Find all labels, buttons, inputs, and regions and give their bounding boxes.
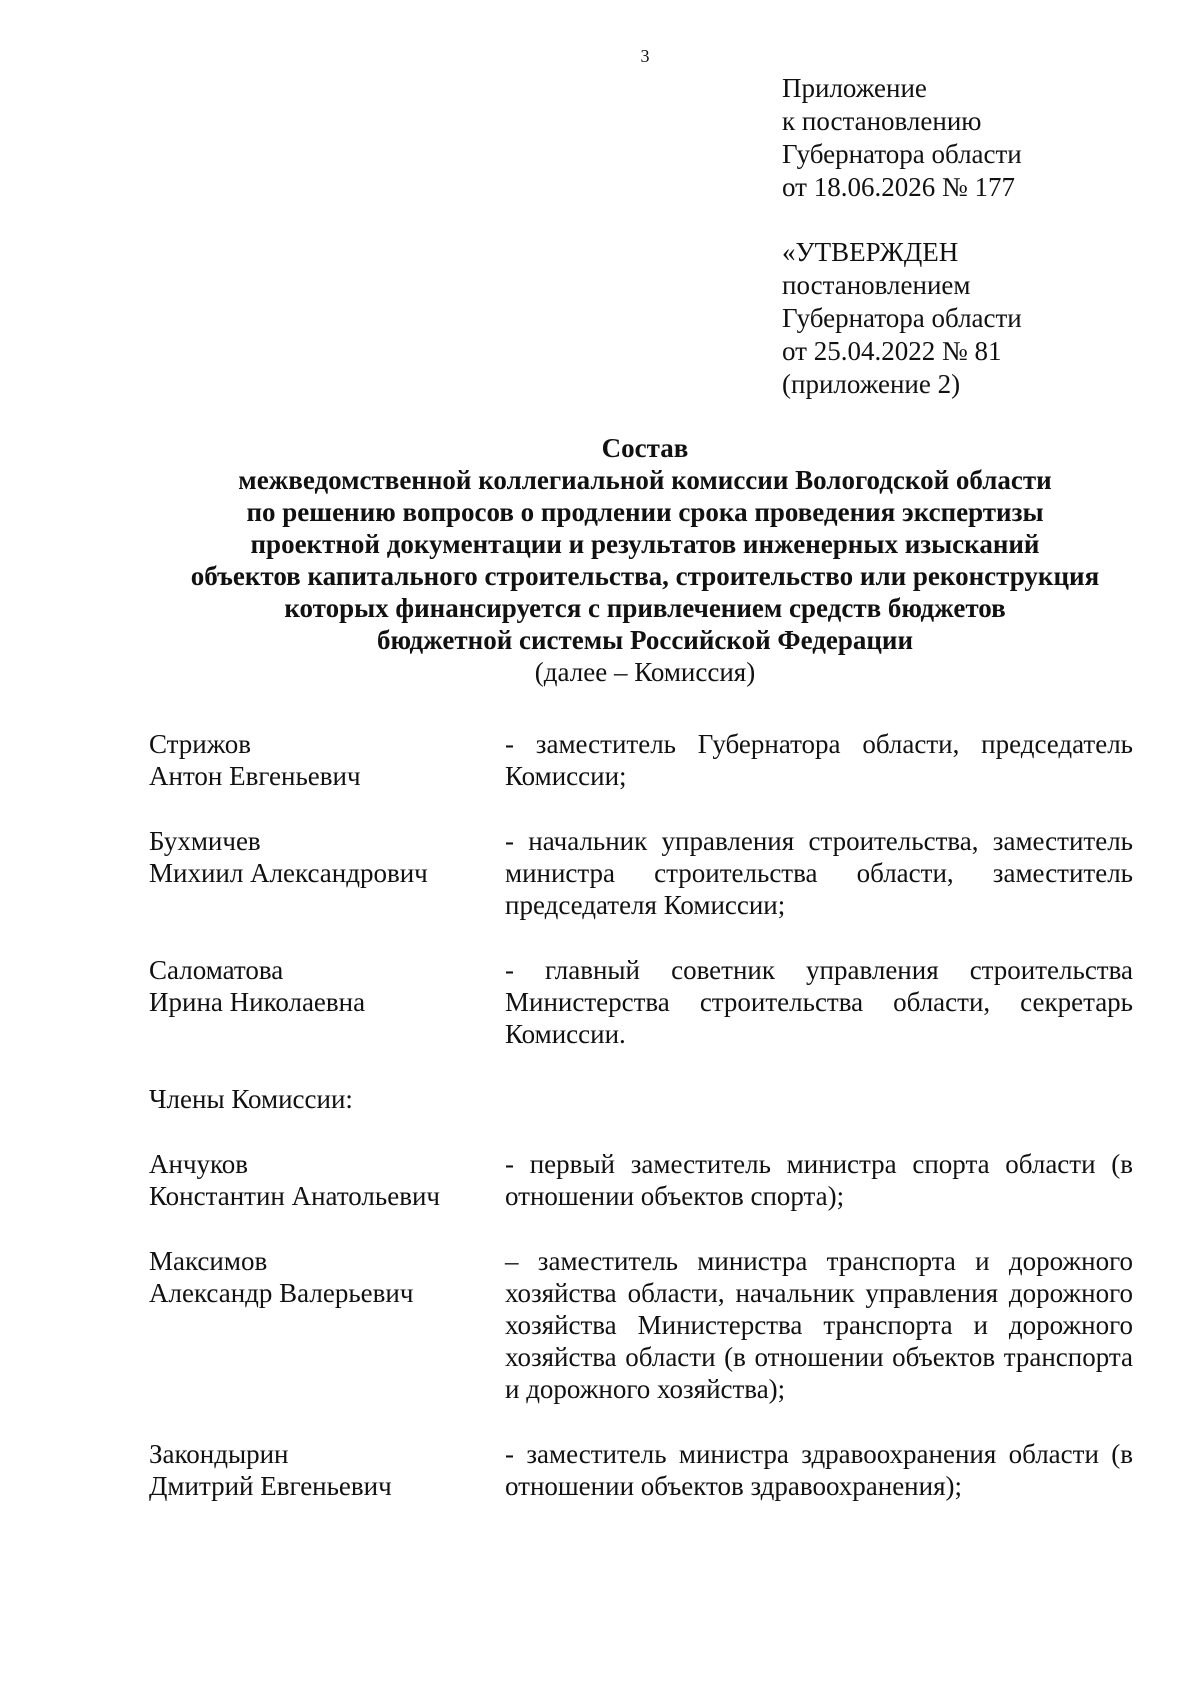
member-row [149, 1438, 1133, 1502]
member-role: – заместитель министра транспорта и дорожного хозяйства области, начальник управления дорожного хозяйства Министерства транспорта и дорожного хозяйства области (в отношении объектов транспорта и дорожного хозяйства); [505, 1246, 1133, 1404]
approved-line: (приложение 2) [782, 369, 961, 399]
member-role: - заместитель Губернатора области, председатель Комиссии; [505, 729, 1133, 791]
member-surname: Саломатова [149, 955, 284, 985]
member-surname: Стрижов [149, 729, 251, 759]
member-row [149, 954, 1133, 1050]
member-name [149, 1245, 505, 1405]
member-given-name: Александр Валерьевич [149, 1278, 414, 1308]
approved-line: «УТВЕРЖДЕН [782, 237, 959, 267]
heading-line: объектов капитального строительства, строительство или реконструкция [190, 561, 1100, 591]
approved-line: от 25.04.2022 № 81 [782, 336, 1002, 366]
member-role: - первый заместитель министра спорта области (в отношении объектов спорта); [505, 1149, 1133, 1211]
heading-line: проектной документации и результатов инженерных изысканий [250, 529, 1040, 559]
heading-line: межведомственной коллегиальной комиссии Вологодской области [238, 465, 1052, 495]
appendix-line: к постановлению [782, 106, 982, 136]
member-row [149, 1148, 1133, 1212]
appendix-line: Приложение [782, 73, 927, 103]
approved-block [782, 236, 1022, 401]
member-name [149, 1438, 505, 1502]
heading-line: которых финансируется с привлечением средств бюджетов [284, 593, 1006, 623]
heading-line: бюджетной системы Российской Федерации [376, 625, 914, 655]
appendix-line: от 18.06.2026 № 177 [782, 172, 1015, 202]
member-role: - главный советник управления строительства Министерства строительства области, секретарь Комиссии. [505, 955, 1133, 1049]
appendix-line: Губернатора области [782, 139, 1022, 169]
approved-line: постановлением [782, 270, 971, 300]
member-given-name: Михиил Александрович [149, 858, 428, 888]
member-surname: Анчуков [149, 1149, 249, 1179]
member-row [149, 728, 1133, 792]
member-given-name: Дмитрий Евгеньевич [149, 1471, 392, 1501]
approved-line: Губернатора области [782, 303, 1022, 333]
members-label: Члены Комиссии: [149, 1084, 353, 1114]
member-name [149, 728, 505, 792]
member-given-name: Константин Анатольевич [149, 1181, 440, 1211]
member-name [149, 1148, 505, 1212]
heading-title: Состав [601, 433, 689, 463]
member-surname: Закондырин [149, 1439, 289, 1469]
member-name [149, 954, 505, 1050]
heading-note: (далее – Комиссия) [534, 657, 756, 687]
appendix-header [782, 72, 1022, 401]
member-row [149, 1245, 1133, 1405]
member-name [149, 825, 505, 921]
member-given-name: Антон Евгеньевич [149, 761, 361, 791]
commission-list [149, 728, 1133, 1535]
member-given-name: Ирина Николаевна [149, 987, 366, 1017]
document-heading [150, 432, 1140, 688]
member-row [149, 825, 1133, 921]
member-surname: Максимов [149, 1246, 268, 1276]
member-role: - заместитель министра здравоохранения области (в отношении объектов здравоохранения); [505, 1439, 1133, 1501]
member-surname: Бухмичев [149, 826, 261, 856]
heading-line: по решению вопросов о продлении срока проведения экспертизы [246, 497, 1044, 527]
page-number: 3 [640, 46, 650, 66]
member-role: - начальник управления строительства, заместитель министра строительства области, заместитель председателя Комиссии; [505, 826, 1133, 920]
